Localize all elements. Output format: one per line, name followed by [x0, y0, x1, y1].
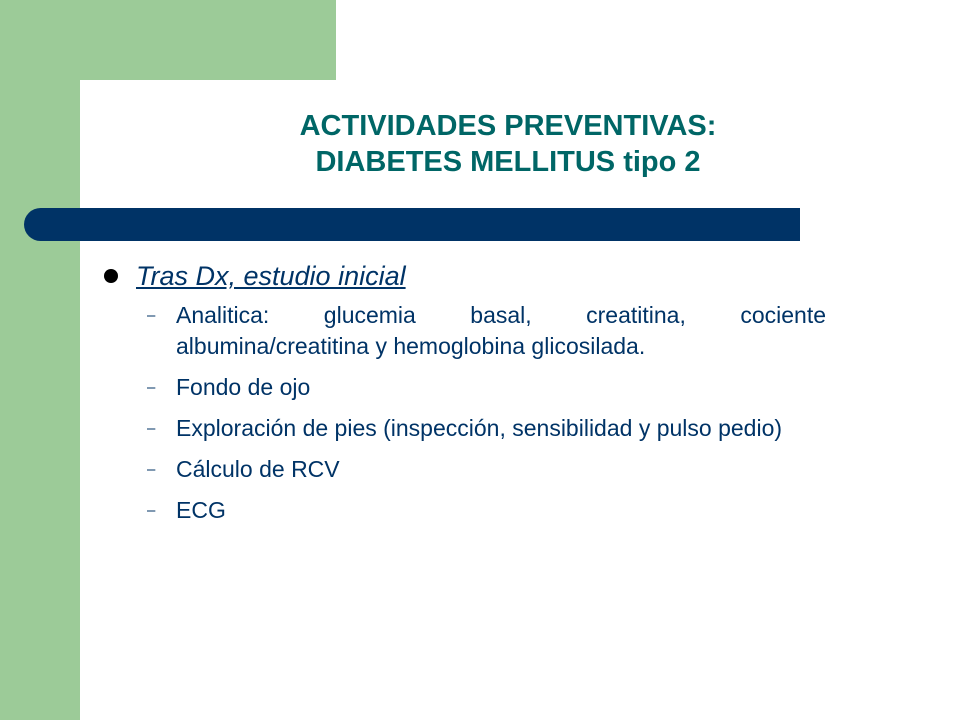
sub-item-text: ECG	[176, 497, 226, 523]
sub-item-text: Analitica: glucemia basal, creatitina, cociente albumina/creatitina y hemoglobina glicosilada.	[176, 302, 826, 359]
sub-list	[100, 300, 860, 526]
sub-item-text: Exploración de pies (inspección, sensibilidad y pulso pedio)	[176, 415, 783, 441]
slide-title	[150, 108, 866, 180]
dash-icon: –	[147, 379, 156, 396]
sub-item-fondo-de-ojo	[100, 372, 826, 403]
sub-item-analitica	[100, 300, 826, 362]
bullet-heading: Tras Dx, estudio inicial	[136, 261, 406, 291]
bullet-item	[100, 254, 860, 300]
title-underline-bar	[24, 208, 800, 241]
slide-title-line-1: ACTIVIDADES PREVENTIVAS:	[299, 110, 717, 142]
dash-icon: –	[147, 420, 156, 437]
dash-icon: –	[147, 461, 156, 478]
sub-item-text: Cálculo de RCV	[176, 456, 340, 482]
sub-item-text: Fondo de ojo	[176, 374, 311, 400]
slide-content	[100, 254, 860, 536]
green-side-band	[0, 0, 80, 720]
green-top-band	[0, 0, 336, 80]
sub-item-exploracion-pies	[100, 413, 826, 444]
sub-item-ecg	[100, 495, 826, 526]
dash-icon: –	[147, 502, 156, 519]
bullet-dot-icon	[104, 269, 118, 283]
sub-item-calculo-rcv	[100, 454, 826, 485]
dash-icon: –	[147, 307, 156, 324]
slide-title-line-2: DIABETES MELLITUS tipo 2	[315, 146, 701, 178]
